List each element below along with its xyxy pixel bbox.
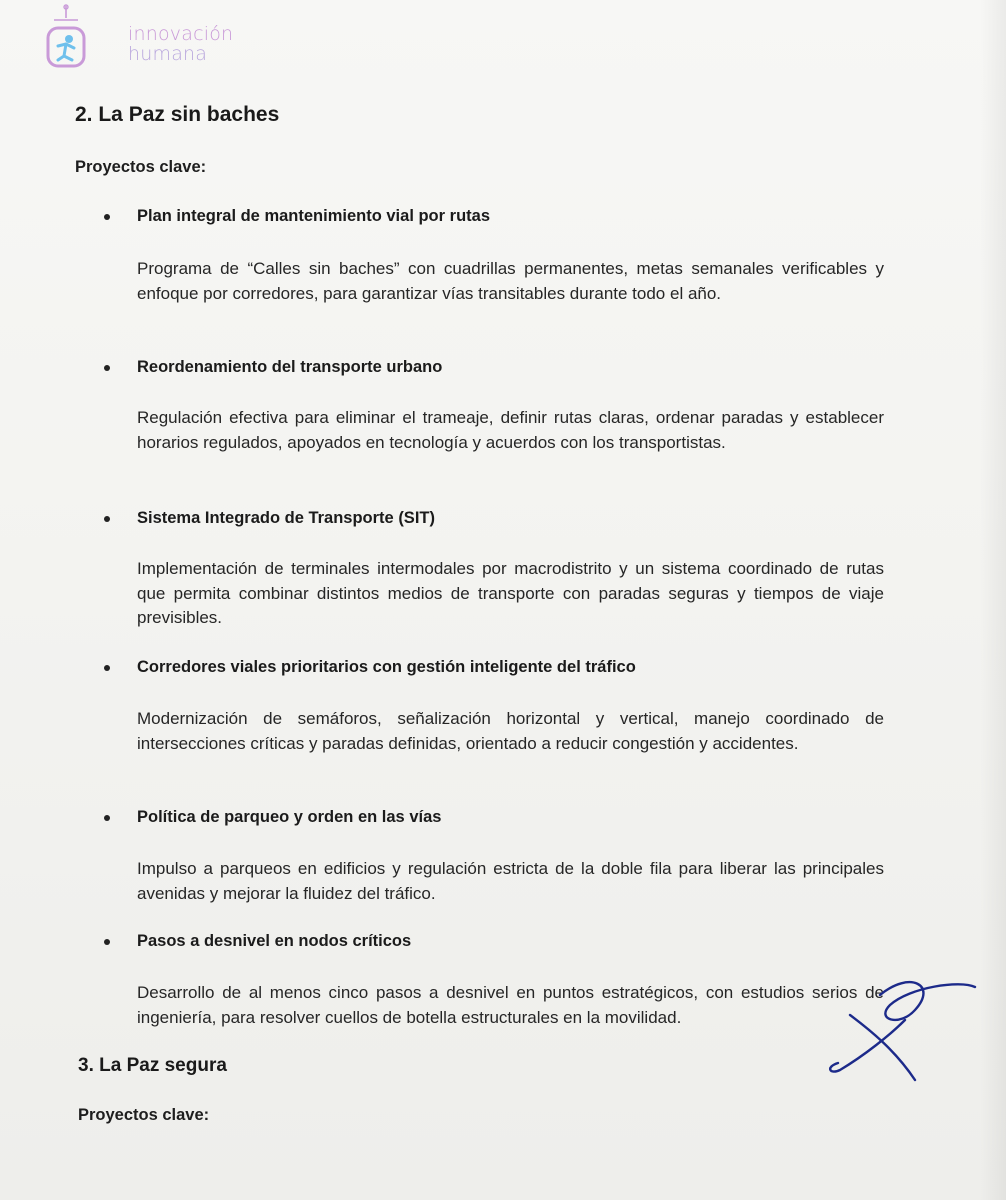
logo-line-1: innovación (128, 23, 234, 45)
logo-mark-icon (44, 4, 94, 70)
bullet-icon (104, 214, 110, 220)
logo-wordmark (128, 24, 233, 64)
item-title: Sistema Integrado de Transporte (SIT) (137, 509, 435, 527)
section-2-subheading: Proyectos clave: (75, 158, 207, 176)
item-title: Corredores viales prioritarios con gestión inteligente del tráfico (137, 658, 636, 676)
item-description: Impulso a parqueos en edificios y regulación estricta de la doble fila para liberar las principales avenidas y mejorar la fluidez del tráfico. (137, 859, 884, 903)
item-description: Modernización de semáforos, señalización horizontal y vertical, manejo coordinado de intersecciones críticas y paradas definidas, orientado a reducir congestión y accidentes. (137, 709, 884, 753)
section-2-heading: 2. La Paz sin baches (75, 103, 280, 126)
handwritten-signature (820, 975, 990, 1085)
section-3-subheading: Proyectos clave: (78, 1106, 210, 1124)
bullet-icon (104, 939, 110, 945)
bullet-icon (104, 665, 110, 671)
section-3-heading: 3. La Paz segura (78, 1055, 227, 1076)
item-description: Implementación de terminales intermodales por macrodistrito y un sistema coordinado de rutas que permita combinar distintos medios de transporte con paradas seguras y tiempos de viaje previsibles. (137, 559, 884, 627)
item-description: Regulación efectiva para eliminar el trameaje, definir rutas claras, ordenar paradas y establecer horarios regulados, apoyados en tecnología y acuerdos con los transportistas. (137, 408, 884, 452)
bullet-icon (104, 516, 110, 522)
item-title: Plan integral de mantenimiento vial por rutas (137, 207, 490, 225)
bullet-icon (104, 815, 110, 821)
item-description: Programa de “Calles sin baches” con cuadrillas permanentes, metas semanales verificables y enfoque por corredores, para garantizar vías transitables durante todo el año. (137, 259, 884, 303)
item-title: Pasos a desnivel en nodos críticos (137, 932, 412, 950)
item-title: Política de parqueo y orden en las vías (137, 808, 442, 826)
logo-line-2: humana (128, 43, 208, 65)
bullet-icon (104, 365, 110, 371)
item-title: Reordenamiento del transporte urbano (137, 358, 443, 376)
item-description: Desarrollo de al menos cinco pasos a desnivel en puntos estratégicos, con estudios serios de ingeniería, para resolver cuellos de botella estructurales en la movilidad. (137, 983, 884, 1027)
innovacion-humana-logo (44, 4, 234, 74)
